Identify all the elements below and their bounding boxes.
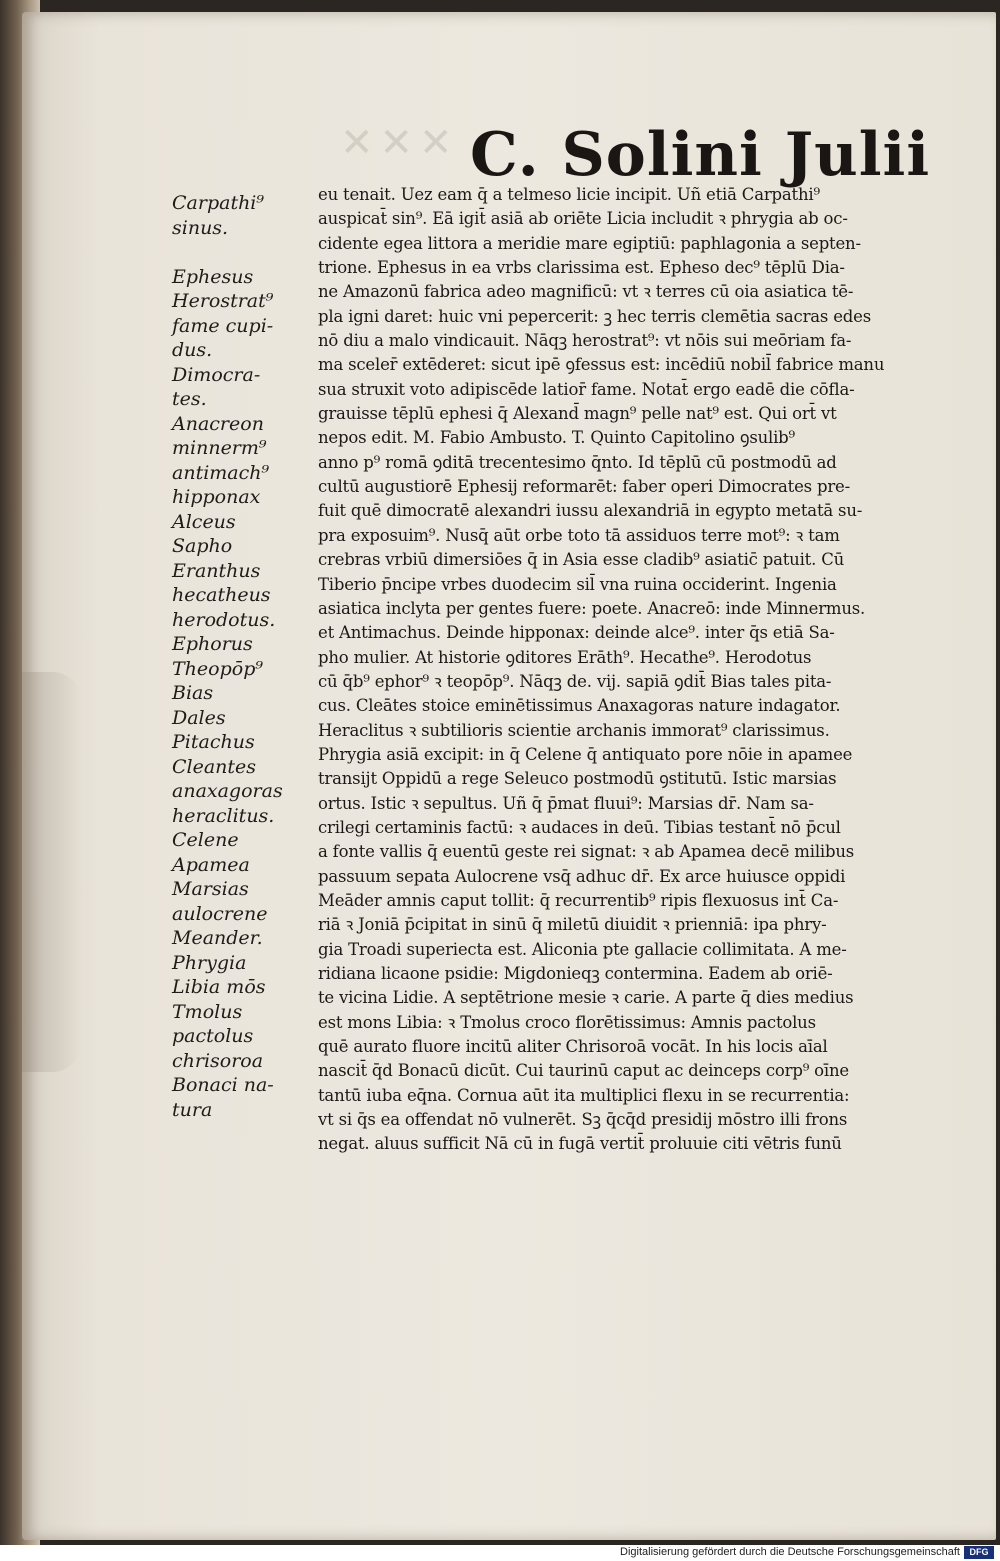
- margin-note: Phrygia: [172, 951, 247, 974]
- margin-note: Celene: [172, 829, 239, 851]
- margin-note: Anacreon: [172, 412, 264, 435]
- margin-note: hipponax: [172, 486, 261, 508]
- margin-note: Sapho: [172, 535, 233, 557]
- margin-note: Ephorus: [172, 633, 253, 655]
- text-line: anno p⁹ romā ꝯditā trecentesimo q̄nto. Id tēplū cū postmodū ad: [318, 452, 837, 472]
- text-line: grauisse tēplū ephesi q̄ Alexand̄ magn⁹ pelle nat⁹ est. Qui ort̄ vt: [318, 404, 837, 424]
- margin-note: tura: [172, 1098, 213, 1121]
- margin-note: dus.: [172, 339, 213, 361]
- text-line: crebras vrbiū dimersiōes q̄ in Asia esse cladib⁹ asiatic̄ patuit. Cū: [318, 550, 845, 570]
- text-line: est mons Libia: ꝛ Tmolus croco florētissimus: Amnis pactolus: [318, 1012, 816, 1032]
- text-line: tantū iuba eq̄na. Cornua aūt ita multiplici flexu in se recurrentia:: [318, 1085, 850, 1105]
- text-line: cū q̄b⁹ ephor⁹ ꝛ teopōp⁹. Nāqꝫ de. vij. sapiā ꝯdit̄ Bias tales pita-: [318, 671, 832, 691]
- text-line: gia Troadi superiecta est. Aliconia pte gallacie collimitata. A me-: [318, 939, 847, 959]
- text-line: ortus. Istic ꝛ sepultus. Uñ q̄ p̄mat fluui⁹: Marsias dr̄. Nam sa-: [318, 793, 814, 813]
- footer-credit: Digitalisierung gefördert durch die Deutsche Forschungsgemeinschaft: [620, 1546, 960, 1558]
- margin-note: Bonaci na-: [172, 1074, 274, 1096]
- margin-note: Meander.: [172, 927, 263, 949]
- margin-note: anaxagoras: [172, 780, 283, 802]
- text-line: eu tenait. Uez eam q̄ a telmeso licie incipit. Uñ etiā Carpathi⁹: [318, 185, 820, 204]
- footer-bar: [0, 1545, 1000, 1561]
- page-clip-shadow: [22, 672, 82, 1072]
- text-line: et Antimachus. Deinde hipponax: deinde alce⁹. inter q̄s etiā Sa-: [318, 623, 835, 643]
- margin-note: aulocrene: [172, 902, 268, 925]
- body-text: [318, 183, 968, 1157]
- margin-note: Apamea: [172, 853, 250, 876]
- text-line: pra exposuim⁹. Nusq̄ aūt orbe toto tā assiduos terre mot⁹: ꝛ tam: [318, 525, 840, 545]
- margin-note: Carpathi⁹: [172, 192, 265, 214]
- text-line: Tiberio p̄ncipe vrbes duodecim sil̄ vna ruina occiderint. Ingenia: [318, 574, 837, 594]
- margin-note: minnerm⁹: [172, 437, 267, 459]
- text-line: passuum sepata Aulocrene vsq̄ adhuc dr̄. Ex arce huiusce oppidi: [318, 866, 846, 886]
- margin-note: Marsias: [172, 878, 249, 900]
- text-line: vt si q̄s ea offendat nō vulnerēt. Sꝫ q̄cq̄d presidij mōstro illi frons: [318, 1110, 848, 1130]
- text-line: Phrygia asiā excipit: in q̄ Celene q̄ antiquato pore nōie in apamee: [318, 744, 853, 764]
- margin-note: Dimocra-: [172, 363, 261, 386]
- text-line: a fonte vallis q̄ euentū geste rei signat: ꝛ ab Apamea decē milibus: [318, 842, 855, 862]
- margin-note: heraclitus.: [172, 804, 275, 827]
- margin-note: chrisoroa: [172, 1049, 264, 1072]
- margin-note: pactolus: [172, 1025, 254, 1047]
- margin-note: fame cupi-: [172, 314, 274, 337]
- margin-note: Tmolus: [172, 1000, 243, 1023]
- margin-note: Bias: [172, 682, 214, 704]
- margin-note: tes.: [172, 388, 207, 410]
- margin-note: Ephesus: [172, 265, 254, 288]
- text-line: transijt Oppidū a rege Seleuco postmodū ꝯstitutū. Istic marsias: [318, 769, 837, 789]
- margin-note: Cleantes: [172, 755, 257, 778]
- text-line: nō diu a malo vindicauit. Nāqꝫ herostrat⁹: vt nōis sui meōriam fa-: [318, 331, 852, 351]
- text-line: pho mulier. At historie ꝯditores Erāth⁹. Hecathe⁹. Herodotus: [318, 647, 812, 667]
- text-line: crilegi certaminis factū: ꝛ audaces in deū. Tibias testant̄ nō p̄cul: [318, 817, 841, 837]
- text-line: Meāder amnis caput tollit: q̄ recurrentib⁹ ripis flexuosus int̄ Ca-: [318, 890, 839, 910]
- text-line: sua struxit voto adipiscēde latior̄ fame. Notat̄ ergo eadē die cōfla-: [318, 379, 855, 399]
- text-line: nascit̄ q̄d Bonacū dicūt. Cui taurinū caput ac deinceps corp⁹ oīne: [318, 1061, 849, 1081]
- page-title: C. Solini Julii: [470, 120, 931, 190]
- margin-note: Herostrat⁹: [172, 290, 274, 312]
- text-line: ne Amazonū fabrica adeo magnificū: vt ꝛ terres cū oia asiatica tē-: [318, 282, 854, 302]
- text-line: negat. aluus sufficit Nā cū in fugā vertit̄ proluuie citi vētris funū: [318, 1134, 842, 1154]
- text-line: quē aurato fluore incitū aliter Chrisoroā vocāt. In his locis aīal: [318, 1037, 828, 1057]
- text-line: pla igni daret: huic vni pepercerit: ꝫ hec terris clemētia sacras edes: [318, 306, 871, 326]
- text-line: riā ꝛ Joniā p̄cipitat in sinū q̄ miletū diuidit ꝛ prienniā: ipa phry-: [318, 915, 827, 935]
- text-line: te vicina Lidie. A septētrione mesie ꝛ carie. A parte q̄ dies medius: [318, 988, 854, 1008]
- margin-note: Eranthus: [172, 559, 261, 582]
- text-line: ridiana licaone psidie: Migdonieqꝫ contermina. Eadem ab oriē-: [318, 964, 833, 983]
- text-line: cultū augustiorē Ephesij reformarēt: faber operi Dimocrates pre-: [318, 477, 850, 497]
- margin-note: [172, 240, 302, 265]
- text-line: cus. Cleātes stoice eminētissimus Anaxagoras nature indagator.: [318, 696, 841, 716]
- text-line: asiatica inclyta per gentes fuere: poete. Anacreō: inde Minnermus.: [318, 598, 866, 618]
- dfg-logo: DFG: [964, 1546, 994, 1559]
- margin-note: herodotus.: [172, 608, 276, 631]
- text-line: nepos edit. M. Fabio Ambusto. T. Quinto Capitolino ꝯsulib⁹: [318, 428, 795, 448]
- show-through-text: ✕✕✕: [340, 120, 459, 166]
- margin-notes: [172, 191, 302, 1122]
- text-line: trione. Ephesus in ea vrbs clarissima est. Epheso dec⁹ tēplū Dia-: [318, 258, 845, 278]
- text-line: Heraclitus ꝛ subtilioris scientie archanis immorat⁹ clarissimus.: [318, 720, 830, 740]
- margin-note: Theopōp⁹: [172, 657, 263, 680]
- margin-note: Pitachus: [172, 731, 255, 753]
- text-line: cidente egea littora a meridie mare egiptiū: paphlagonia a septen-: [318, 233, 861, 253]
- text-line: fuit quē dimocratē alexandri iussu alexandriā in egypto metatā su-: [318, 501, 863, 521]
- margin-note: Libia mōs: [172, 976, 266, 998]
- text-line: auspicat̄ sin⁹. Eā igit̄ asiā ab oriēte Licia includit ꝛ phrygia ab oc-: [318, 209, 848, 229]
- margin-note: Dales: [172, 706, 226, 729]
- text-line: ma sceler̄ extēderet: sicut ipē ꝯfessus est: incēdiū nobil̄ fabrice manu: [318, 355, 885, 375]
- margin-note: antimach⁹: [172, 461, 270, 484]
- margin-note: Alceus: [172, 510, 236, 533]
- margin-note: hecatheus: [172, 584, 271, 606]
- margin-note: sinus.: [172, 216, 229, 239]
